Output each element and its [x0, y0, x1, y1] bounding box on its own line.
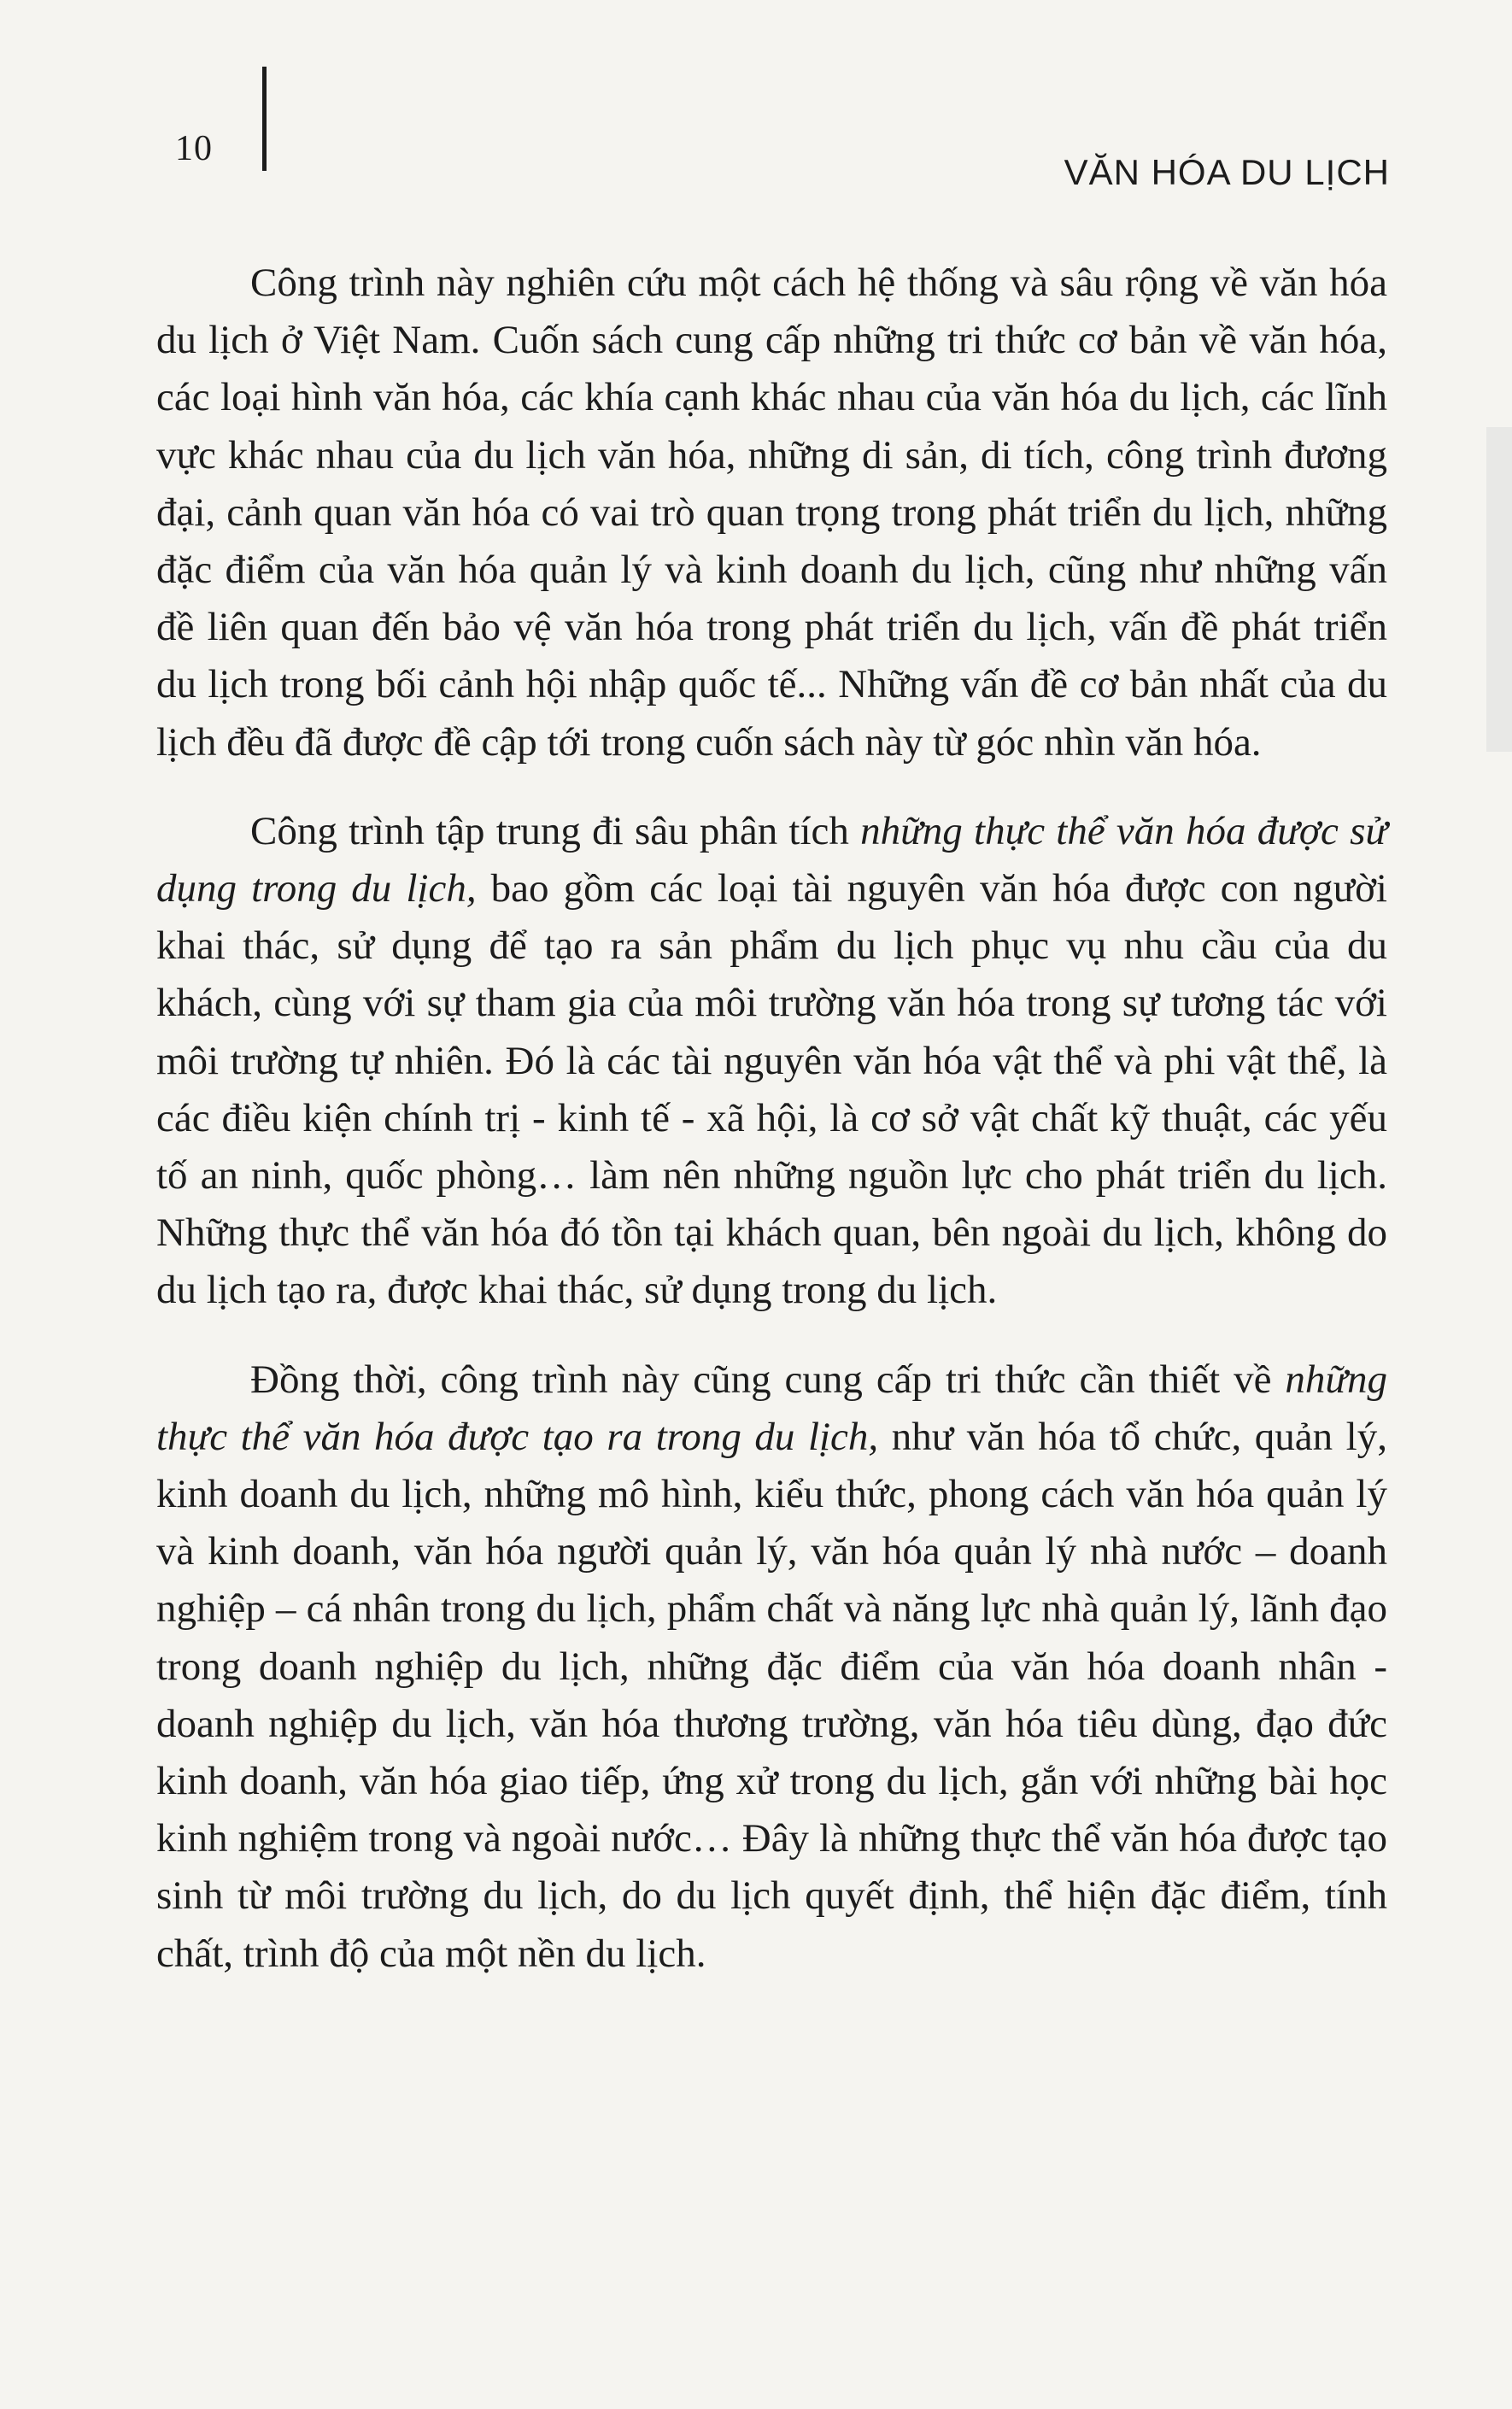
page-header [0, 0, 1512, 205]
paragraph-2 [156, 803, 1387, 1320]
body-text [156, 255, 1387, 1983]
running-title: VĂN HÓA DU LỊCH [1064, 152, 1390, 192]
paragraph-3-italic-phrase: những thực thể văn hóa được tạo ra trong du lịch, [156, 1357, 1387, 1459]
paragraph-1-text: Công trình này nghiên cứu một cách hệ thống và sâu rộng về văn hóa du lịch ở Việt Nam. Cuốn sách cung cấp những tri thức cơ bản về văn hóa, các loại hình văn hóa, các khía cạnh khác nhau của văn hóa du lịch, các lĩnh vực khác nhau của du lịch văn hóa, những di sản, di tích, công trình đương đại, cảnh quan văn hóa có vai trò quan trọng trong phát triển du lịch, những đặc điểm của văn hóa quản lý và kinh doanh du lịch, cũng như những vấn đề liên quan đến bảo vệ văn hóa trong phát triển du lịch, vấn đề phát triển du lịch trong bối cảnh hội nhập quốc tế... Những vấn đề cơ bản nhất của du lịch đều đã được đề cập tới trong cuốn sách này từ góc nhìn văn hóa. [156, 261, 1387, 765]
paragraph-3-lead: Đồng thời, công trình này cũng cung cấp tri thức cần thiết về [250, 1357, 1286, 1402]
paragraph-2-italic-phrase: những thực thể văn hóa được sử dụng trong du lịch, [156, 808, 1387, 911]
paragraph-3-rest: như văn hóa tổ chức, quản lý, kinh doanh du lịch, những mô hình, kiểu thức, phong cách văn hóa quản lý và kinh doanh, văn hóa người quản lý, văn hóa quản lý nhà nước – doanh nghiệp – cá nhân trong du lịch, phẩm chất và năng lực nhà quản lý, lãnh đạo trong doanh nghiệp du lịch, những đặc điểm của văn hóa doanh nhân - doanh nghiệp du lịch, văn hóa thương trường, văn hóa tiêu dùng, đạo đức kinh doanh, văn hóa giao tiếp, ứng xử trong du lịch, gắn với những bài học kinh nghiệm trong và ngoài nước… Đây là những thực thể văn hóa được tạo sinh từ môi trường du lịch, do du lịch quyết định, thể hiện đặc điểm, tính chất, trình độ của một nền du lịch. [156, 1414, 1387, 1976]
paragraph-3 [156, 1351, 1387, 1983]
page-number: 10 [175, 129, 213, 168]
reverse-side-bleed [1486, 427, 1512, 752]
paragraph-2-lead: Công trình tập trung đi sâu phân tích [250, 808, 861, 853]
paragraph-1 [156, 255, 1387, 771]
header-divider [262, 67, 267, 171]
paragraph-2-rest: bao gồm các loại tài nguyên văn hóa được con người khai thác, sử dụng để tạo ra sản phẩm du lịch phục vụ nhu cầu của du khách, cùng với sự tham gia của môi trường văn hóa trong sự tương tác với môi trường tự nhiên. Đó là các tài nguyên văn hóa vật thể và phi vật thể, là các điều kiện chính trị - kinh tế - xã hội, là cơ sở vật chất kỹ thuật, các yếu tố an ninh, quốc phòng… làm nên những nguồn lực cho phát triển du lịch. Những thực thể văn hóa đó tồn tại khách quan, bên ngoài du lịch, không do du lịch tạo ra, được khai thác, sử dụng trong du lịch. [156, 866, 1387, 1313]
